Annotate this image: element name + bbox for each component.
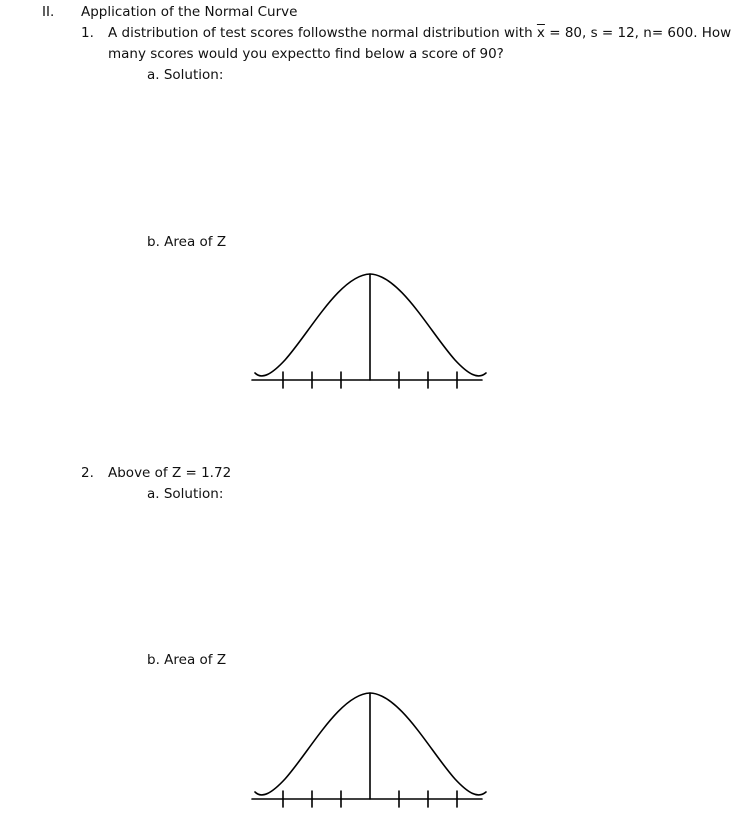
sample-mean-symbol: $\overline{x}$ bbox=[536, 25, 545, 41]
problem-2-text: Above of Z = 1.72 bbox=[108, 465, 232, 481]
normal-curve-1 bbox=[250, 270, 490, 395]
section-numeral: II. bbox=[42, 4, 55, 20]
problem-1-text-before-mean: A distribution of test scores followsthe normal distribution with bbox=[108, 25, 537, 41]
normal-curve-2 bbox=[250, 689, 490, 814]
problem-2-number: 2. bbox=[81, 465, 94, 481]
problem-1-line-2: many scores would you expectto find below a score of 90? bbox=[108, 46, 504, 62]
problem-2-area-label: b. Area of Z bbox=[147, 652, 227, 668]
problem-1-solution-label: a. Solution: bbox=[147, 67, 224, 83]
problem-2-solution-label: a. Solution: bbox=[147, 486, 224, 502]
problem-1-area-label: b. Area of Z bbox=[147, 234, 227, 250]
problem-1-line-1 bbox=[108, 24, 731, 42]
section-title: Application of the Normal Curve bbox=[81, 4, 298, 20]
problem-1-text-after-mean: = 80, s = 12, n= 600. How bbox=[544, 25, 732, 41]
problem-1-number: 1. bbox=[81, 25, 94, 41]
